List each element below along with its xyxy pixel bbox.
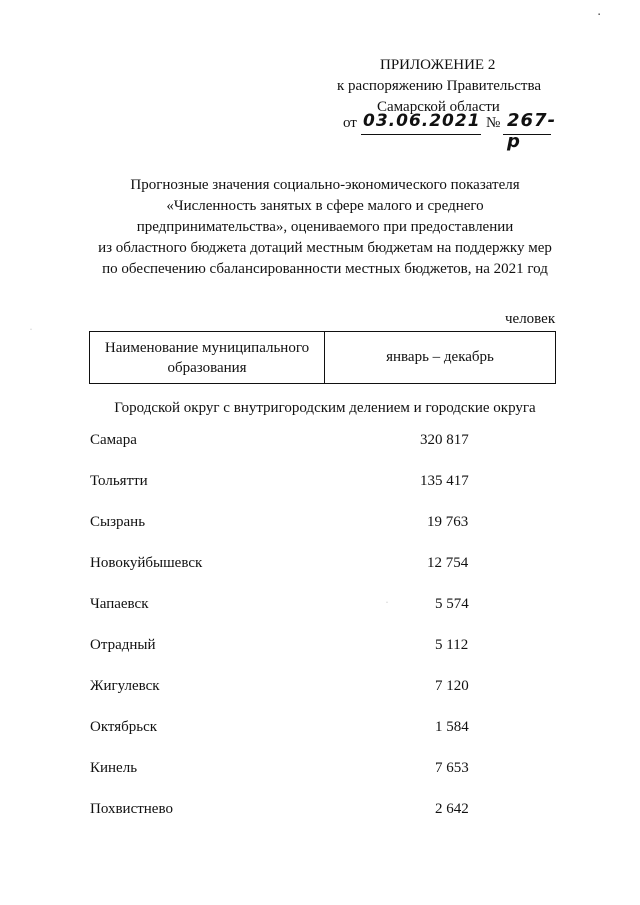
row-name: Чапаевск <box>90 596 149 612</box>
table-row <box>90 760 570 782</box>
row-value: 1 584 <box>435 719 469 735</box>
table-row <box>90 473 570 495</box>
table-row <box>90 514 570 536</box>
header-period: январь – декабрь <box>386 349 494 365</box>
appendix-title: ПРИЛОЖЕНИЕ 2 <box>380 57 496 73</box>
row-value: 5 112 <box>435 637 469 653</box>
document-date-number <box>343 110 563 152</box>
row-name: Тольятти <box>90 473 148 489</box>
appendix-header <box>330 55 560 118</box>
row-value: 2 642 <box>435 801 469 817</box>
row-name: Самара <box>90 432 137 448</box>
appendix-line-order: к распоряжению Правительства <box>337 78 542 94</box>
scan-speck: · <box>386 600 388 606</box>
row-value: 135 417 <box>420 473 469 489</box>
table-row <box>90 596 570 618</box>
number-field <box>503 110 557 152</box>
title-line: предпринимательства», оцениваемого при предоставлении <box>136 219 514 235</box>
table-row <box>90 555 570 577</box>
row-value: 7 653 <box>435 760 469 776</box>
date-prefix: от <box>343 115 357 131</box>
title-line: «Численность занятых в сфере малого и среднего <box>166 198 484 214</box>
table-row <box>90 719 570 741</box>
row-name: Кинель <box>90 760 138 776</box>
row-value: 12 754 <box>427 555 469 571</box>
unit-label: человек <box>505 311 556 327</box>
row-name: Новокуйбышевск <box>90 555 203 571</box>
row-value: 7 120 <box>435 678 469 694</box>
scan-speck: ▪ <box>598 12 601 18</box>
row-value: 19 763 <box>427 514 469 530</box>
header-municipality: Наименование муниципального образования <box>90 332 325 383</box>
row-name: Жигулевск <box>90 678 160 694</box>
handwritten-date: 03.06.2021 <box>363 111 481 131</box>
table-header <box>89 331 556 384</box>
table-row <box>90 801 570 823</box>
row-name: Сызрань <box>90 514 146 530</box>
table-row <box>90 637 570 659</box>
title-line: по обеспечению сбалансированности местных бюджетов, на 2021 год <box>102 261 548 277</box>
title-line: Прогнозные значения социально-экономического показателя <box>130 177 520 193</box>
table-row <box>90 432 570 454</box>
date-field <box>361 110 481 135</box>
handwritten-number: 267-р <box>507 110 557 152</box>
row-name: Отрадный <box>90 637 156 653</box>
table-row <box>90 678 570 700</box>
document-title <box>60 175 590 280</box>
section-title: Городской округ с внутригородским делением и городские округа <box>114 400 536 416</box>
row-name: Похвистнево <box>90 801 173 817</box>
number-label: № <box>486 115 501 131</box>
row-value: 320 817 <box>420 432 469 448</box>
row-value: 5 574 <box>435 596 469 612</box>
row-name: Октябрьск <box>90 719 158 735</box>
scan-speck: · <box>30 327 32 333</box>
appendix-line-region: Самарской области <box>377 99 500 115</box>
title-line: из областного бюджета дотаций местным бюджетам на поддержку мер <box>98 240 552 256</box>
